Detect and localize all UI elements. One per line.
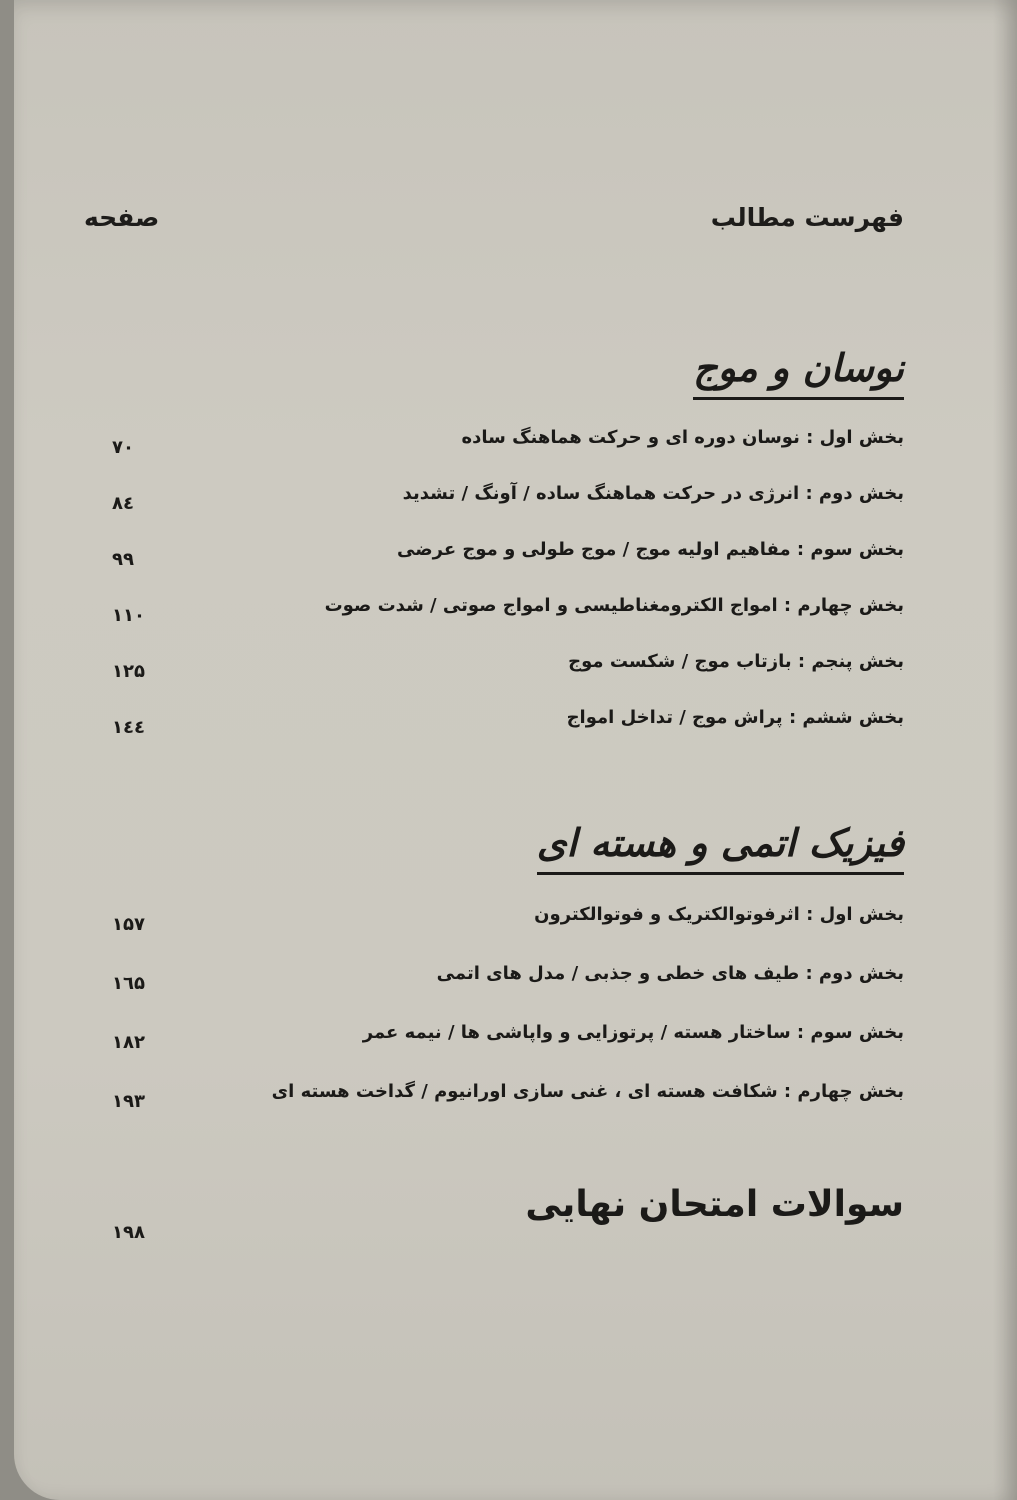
entry-label: بخش دوم : طیف های خطی و جذبی / مدل های اتمی [436,963,904,984]
entry-label: بخش سوم : مفاهیم اولیه موج / موج طولی و موج عرضی [397,539,904,560]
toc-entry [84,483,904,539]
toc-title: فهرست مطالب [710,203,904,232]
entry-page-number: ۱۱۰ [112,605,145,626]
toc-entry [84,595,904,651]
entry-page-number: ۱٦۵ [112,973,145,994]
entry-list [84,427,904,763]
entry-label: بخش اول : اثرفوتوالکتریک و فوتوالکترون [534,904,904,925]
entry-label: بخش دوم : انرژی در حرکت هماهنگ ساده / آونگ / تشدید [402,483,904,504]
toc-entry [84,904,904,963]
entry-label: بخش چهارم : امواج الکترومغناطیسی و امواج صوتی / شدت صوت [324,595,904,616]
toc-entry [84,707,904,763]
entry-page-number: ۸٤ [112,493,134,514]
toc-entry [84,1022,904,1081]
section-title: نوسان و موج [693,345,904,400]
section-title: سوالات امتحان نهایی [525,1184,904,1225]
book-page [14,0,1017,1500]
entry-page-number: ۷۰ [112,437,134,458]
toc-entry [84,651,904,707]
entry-label: بخش پنجم : بازتاب موج / شکست موج [568,651,904,672]
toc-entry [84,539,904,595]
entry-page-number: ۱۲۵ [112,661,145,682]
entry-page-number: ۱٤٤ [112,717,145,738]
entry-page-number: ۱۹۸ [112,1222,145,1243]
toc-header [84,203,904,243]
entry-page-number: ۹۹ [112,549,134,570]
entry-label: بخش سوم : ساختار هسته / پرتوزایی و واپاشی ها / نیمه عمر [362,1022,904,1043]
entry-list [84,904,904,1140]
entry-page-number: ۱۸۲ [112,1032,145,1053]
entry-page-number: ۱۵۷ [112,914,145,935]
toc-entry [84,1081,904,1140]
entry-page-number: ۱۹۳ [112,1091,145,1112]
entry-label: بخش ششم : پراش موج / تداخل امواج [566,707,904,728]
toc-entry [84,963,904,1022]
entry-label: بخش چهارم : شکافت هسته ای ، غنی سازی اورانیوم / گداخت هسته ای [271,1081,904,1102]
entry-label: بخش اول : نوسان دوره ای و حرکت هماهنگ ساده [461,427,904,448]
toc-entry [84,427,904,483]
section-title: فیزیک اتمی و هسته ای [537,820,904,875]
page-column-label: صفحه [84,203,160,232]
